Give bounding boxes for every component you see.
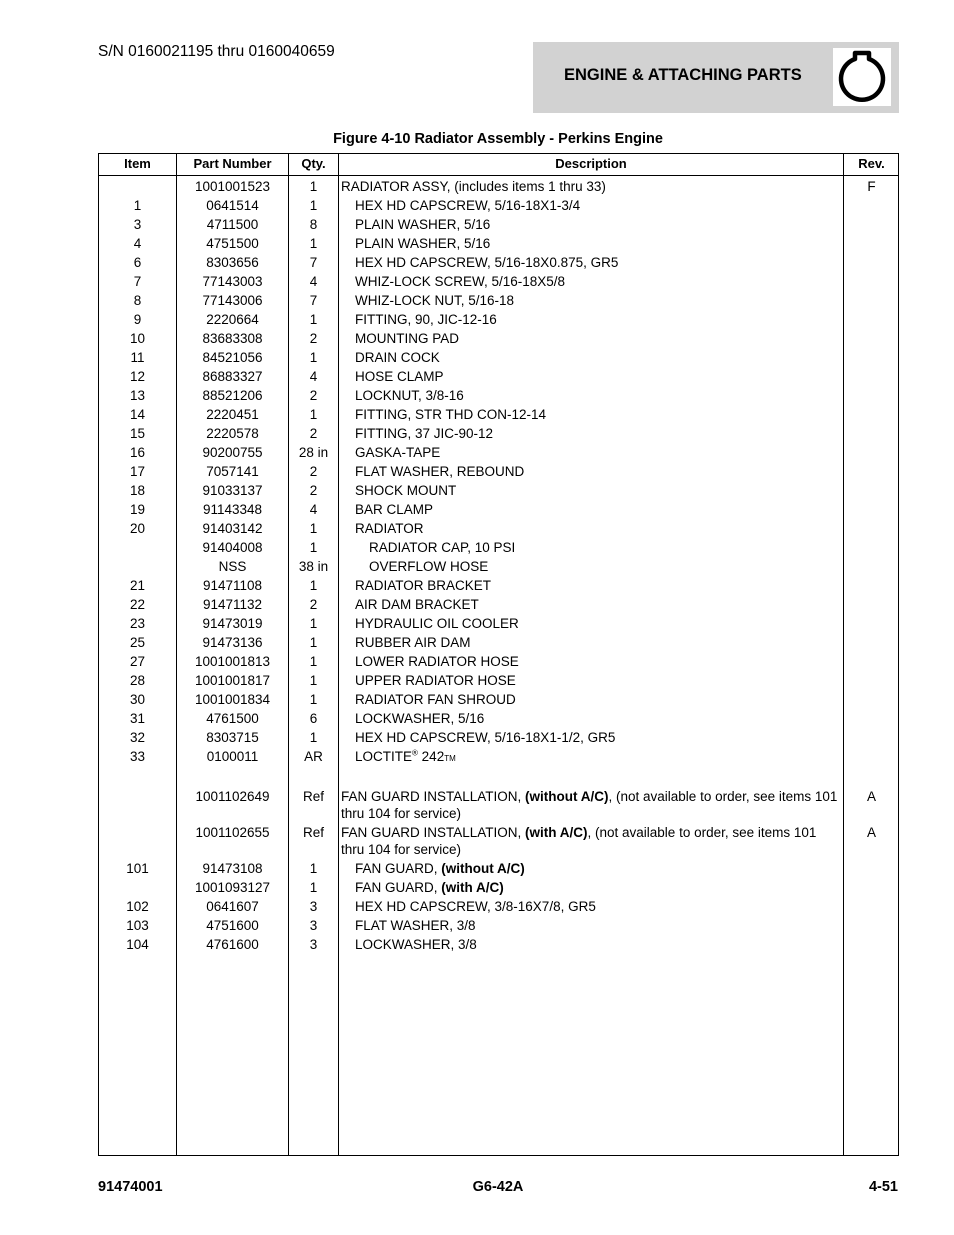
description-text: FITTING, 90, JIC-12-16 [355, 312, 497, 327]
item-number: 15 [129, 426, 146, 441]
part-number: 91473019 [202, 616, 263, 631]
part-number: 91403142 [202, 521, 263, 536]
quantity: 1 [309, 861, 318, 876]
quantity: 2 [309, 388, 318, 403]
column-header-item: Item [124, 156, 151, 171]
description-text: HEX HD CAPSCREW, 3/8-16X7/8, GR5 [355, 899, 596, 914]
part-number: 88521206 [202, 388, 263, 403]
description [341, 746, 853, 765]
description-text: HEX HD CAPSCREW, 5/16-18X1-1/2, GR5 [355, 730, 616, 745]
quantity: 1 [309, 692, 318, 707]
description-text: LOWER RADIATOR HOSE [355, 654, 519, 669]
description-text: HOSE CLAMP [355, 369, 444, 384]
description [341, 594, 853, 613]
description [341, 934, 853, 953]
item-number: 8 [133, 293, 142, 308]
description [341, 366, 853, 385]
table-row [99, 404, 898, 423]
table-row [99, 727, 898, 746]
description [341, 518, 853, 537]
footer-doc-number: 91474001 [98, 1179, 163, 1195]
engine-icon [833, 48, 891, 106]
description-text: PLAIN WASHER, 5/16 [355, 236, 491, 251]
part-number: 8303656 [206, 255, 259, 270]
description [341, 670, 853, 689]
quantity: 4 [309, 502, 318, 517]
item-number: 32 [129, 730, 146, 745]
description [341, 385, 853, 404]
item-number: 7 [133, 274, 142, 289]
column-header-part-number: Part Number [193, 156, 272, 171]
table-row [99, 786, 898, 822]
part-number: 2220664 [206, 312, 259, 327]
description [341, 309, 853, 328]
description [341, 233, 853, 252]
description-text: RUBBER AIR DAM [355, 635, 471, 650]
table-row [99, 271, 898, 290]
table-row [99, 385, 898, 404]
item-number: 9 [133, 312, 142, 327]
description-text: HEX HD CAPSCREW, 5/16-18X1-3/4 [355, 198, 581, 213]
description-text: PLAIN WASHER, 5/16 [355, 217, 491, 232]
description-text: OVERFLOW HOSE [369, 559, 489, 574]
quantity: 1 [309, 407, 318, 422]
description-text: FLAT WASHER, REBOUND [355, 464, 525, 479]
item-number: 12 [129, 369, 146, 384]
item-number: 14 [129, 407, 146, 422]
item-number: 31 [129, 711, 146, 726]
table-row [99, 575, 898, 594]
quantity: 1 [309, 635, 318, 650]
table-row [99, 613, 898, 632]
quantity: 2 [309, 597, 318, 612]
description-text: FITTING, 37 JIC-90-12 [355, 426, 494, 441]
item-number: 23 [129, 616, 146, 631]
table-spacer-row [99, 765, 898, 786]
description-tail: , (not available to order, see items 101 thru 104 for service) [341, 789, 838, 821]
part-number: 83683308 [202, 331, 263, 346]
quantity: 38 in [298, 559, 329, 574]
part-number: 77143003 [202, 274, 263, 289]
quantity: 1 [309, 198, 318, 213]
table-row [99, 708, 898, 727]
description-text: FAN GUARD INSTALLATION, [341, 789, 526, 804]
quantity: 1 [309, 673, 318, 688]
description [341, 404, 853, 423]
description [341, 195, 853, 214]
quantity: 2 [309, 426, 318, 441]
table-row [99, 594, 898, 613]
description [341, 896, 853, 915]
item-number: 20 [129, 521, 146, 536]
quantity: 1 [309, 616, 318, 631]
section-title: ENGINE & ATTACHING PARTS [564, 66, 802, 84]
description [341, 575, 853, 594]
part-number: 1001001817 [194, 673, 271, 688]
part-number: 91404008 [202, 540, 263, 555]
description [341, 632, 853, 651]
part-number: 0641607 [206, 899, 259, 914]
quantity: 28 in [298, 445, 329, 460]
item-number: 104 [126, 937, 149, 952]
table-row [99, 290, 898, 309]
description-text: DRAIN COCK [355, 350, 440, 365]
description-text: FAN GUARD INSTALLATION, [341, 825, 526, 840]
part-number: 0100011 [206, 749, 259, 764]
part-number: 91471108 [202, 578, 263, 593]
item-number: 30 [129, 692, 146, 707]
part-number: 91033137 [202, 483, 263, 498]
quantity: Ref [302, 825, 324, 840]
quantity: 1 [309, 540, 318, 555]
table-row [99, 858, 898, 877]
quantity: 2 [309, 464, 318, 479]
description-text: FLAT WASHER, 3/8 [355, 918, 476, 933]
quantity: 7 [309, 255, 318, 270]
table-row [99, 651, 898, 670]
part-number: 84521056 [202, 350, 263, 365]
quantity: 1 [309, 730, 318, 745]
description-text: MOUNTING PAD [355, 331, 459, 346]
parts-table [98, 153, 899, 1156]
table-row [99, 366, 898, 385]
description-text: RADIATOR FAN SHROUD [355, 692, 516, 707]
table-row [99, 537, 898, 556]
description [341, 651, 853, 670]
table-row [99, 822, 898, 858]
item-number: 13 [129, 388, 146, 403]
table-row [99, 670, 898, 689]
description [341, 328, 853, 347]
table-row [99, 877, 898, 896]
item-number: 3 [133, 217, 142, 232]
item-number: 102 [126, 899, 149, 914]
description-emphasis: (without A/C) [441, 861, 525, 876]
table-body [99, 176, 898, 953]
item-number: 6 [133, 255, 142, 270]
item-number: 101 [126, 861, 149, 876]
description-text: SHOCK MOUNT [355, 483, 457, 498]
description-tail: 242 [417, 749, 445, 764]
part-number: 4761600 [206, 937, 259, 952]
description [341, 786, 839, 822]
quantity: 6 [309, 711, 318, 726]
table-row [99, 252, 898, 271]
quantity: 1 [309, 654, 318, 669]
table-row [99, 195, 898, 214]
footer-model: G6-42A [472, 1179, 524, 1195]
description-text: HEX HD CAPSCREW, 5/16-18X0.875, GR5 [355, 255, 619, 270]
column-header-description: Description [555, 156, 627, 171]
description-text: BAR CLAMP [355, 502, 434, 517]
description [341, 423, 853, 442]
description [341, 176, 839, 195]
table-row [99, 499, 898, 518]
item-number: 18 [129, 483, 146, 498]
part-number: 4751500 [206, 236, 259, 251]
quantity: 3 [309, 937, 318, 952]
quantity: 1 [309, 312, 318, 327]
figure-title: Figure 4-10 Radiator Assembly - Perkins Engine [333, 131, 663, 147]
description-text: HYDRAULIC OIL COOLER [355, 616, 519, 631]
table-row [99, 233, 898, 252]
part-number: 90200755 [202, 445, 263, 460]
table-row [99, 461, 898, 480]
quantity: 8 [309, 217, 318, 232]
description [341, 252, 853, 271]
part-number: NSS [218, 559, 247, 574]
description-text: RADIATOR ASSY, (includes items 1 thru 33) [341, 179, 606, 194]
item-number: 103 [126, 918, 149, 933]
table-row [99, 214, 898, 233]
part-number: 4751600 [206, 918, 259, 933]
registered-mark: ® [412, 748, 418, 758]
description-text: LOCKNUT, 3/8-16 [355, 388, 464, 403]
description [341, 556, 867, 575]
quantity: 1 [309, 521, 318, 536]
quantity: 4 [309, 369, 318, 384]
item-number: 16 [129, 445, 146, 460]
description-tail: , (not available to order, see items 101 thru 104 for service) [341, 825, 817, 857]
description-text: LOCTITE [355, 749, 413, 764]
part-number: 2220578 [206, 426, 259, 441]
table-row [99, 746, 898, 765]
part-number: 1001102649 [195, 789, 270, 804]
quantity: 2 [309, 483, 318, 498]
part-number: 91143348 [202, 502, 263, 517]
quantity: 3 [309, 918, 318, 933]
description-text: RADIATOR BRACKET [355, 578, 492, 593]
part-number: 1001001813 [194, 654, 271, 669]
description [341, 271, 853, 290]
revision: A [866, 825, 876, 840]
description-emphasis: (with A/C) [525, 825, 588, 840]
item-number: 19 [129, 502, 146, 517]
part-number: 91473136 [202, 635, 263, 650]
description [341, 708, 853, 727]
description [341, 727, 853, 746]
description-text: AIR DAM BRACKET [355, 597, 479, 612]
section-banner [533, 42, 899, 113]
description [341, 480, 853, 499]
description [341, 290, 853, 309]
quantity: Ref [302, 789, 324, 804]
item-number: 21 [129, 578, 146, 593]
description [341, 347, 853, 366]
part-number: 4761500 [206, 711, 259, 726]
part-number: 0641514 [206, 198, 259, 213]
table-row [99, 480, 898, 499]
footer-page-number: 4-51 [868, 1179, 898, 1195]
table-row [99, 442, 898, 461]
quantity: 1 [309, 350, 318, 365]
description [341, 499, 853, 518]
description [341, 877, 853, 896]
table-row [99, 423, 898, 442]
item-number: 4 [133, 236, 142, 251]
description [341, 689, 853, 708]
item-number: 11 [130, 350, 145, 365]
description-text: LOCKWASHER, 5/16 [355, 711, 485, 726]
quantity: 4 [309, 274, 318, 289]
revision: A [866, 789, 876, 804]
description-emphasis: (with A/C) [441, 880, 504, 895]
description [341, 537, 867, 556]
description-text: FAN GUARD, [355, 880, 442, 895]
item-number: 22 [129, 597, 146, 612]
table-row [99, 328, 898, 347]
column-header-rev: Rev. [858, 156, 885, 171]
item-number: 1 [133, 198, 142, 213]
trademark-mark: TM [444, 754, 456, 763]
column-header-qty: Qty. [301, 156, 326, 171]
description-text: RADIATOR [355, 521, 424, 536]
item-number: 25 [129, 635, 146, 650]
quantity: 3 [309, 899, 318, 914]
serial-range: S/N 0160021195 thru 0160040659 [98, 43, 335, 60]
quantity: 1 [309, 179, 318, 194]
table-row [99, 915, 898, 934]
table-row [99, 896, 898, 915]
quantity: 1 [309, 236, 318, 251]
quantity: 1 [309, 578, 318, 593]
description-text: UPPER RADIATOR HOSE [355, 673, 516, 688]
item-number: 28 [129, 673, 146, 688]
description-text: RADIATOR CAP, 10 PSI [369, 540, 516, 555]
item-number: 10 [129, 331, 146, 346]
item-number: 27 [129, 654, 146, 669]
part-number: 1001001523 [194, 179, 271, 194]
part-number: 77143006 [202, 293, 263, 308]
part-number: 91471132 [202, 597, 263, 612]
part-number: 1001102655 [195, 825, 270, 840]
description-text: FAN GUARD, [355, 861, 442, 876]
table-row [99, 176, 898, 195]
quantity: 7 [309, 293, 318, 308]
description [341, 461, 853, 480]
description [341, 822, 839, 858]
part-number: 2220451 [206, 407, 259, 422]
description [341, 214, 853, 233]
revision: F [867, 179, 876, 194]
quantity: 1 [309, 880, 318, 895]
description [341, 442, 853, 461]
description-text: GASKA-TAPE [355, 445, 441, 460]
description-text: WHIZ-LOCK SCREW, 5/16-18X5/8 [355, 274, 566, 289]
table-row [99, 632, 898, 651]
part-number: 1001001834 [194, 692, 271, 707]
part-number: 86883327 [202, 369, 263, 384]
table-row [99, 347, 898, 366]
part-number: 7057141 [206, 464, 259, 479]
description-text: LOCKWASHER, 3/8 [355, 937, 477, 952]
part-number: 8303715 [206, 730, 259, 745]
table-row [99, 689, 898, 708]
quantity: 2 [309, 331, 318, 346]
item-number: 17 [129, 464, 146, 479]
table-row [99, 309, 898, 328]
item-number: 33 [129, 749, 146, 764]
table-row [99, 518, 898, 537]
part-number: 1001093127 [194, 880, 271, 895]
description [341, 858, 853, 877]
part-number: 91473108 [202, 861, 263, 876]
part-number: 4711500 [206, 217, 259, 232]
description-text: WHIZ-LOCK NUT, 5/16-18 [355, 293, 515, 308]
description-text: FITTING, STR THD CON-12-14 [355, 407, 547, 422]
quantity: AR [304, 749, 323, 764]
description-emphasis: (without A/C) [525, 789, 609, 804]
table-row [99, 934, 898, 953]
description [341, 613, 853, 632]
description [341, 915, 853, 934]
table-row [99, 556, 898, 575]
